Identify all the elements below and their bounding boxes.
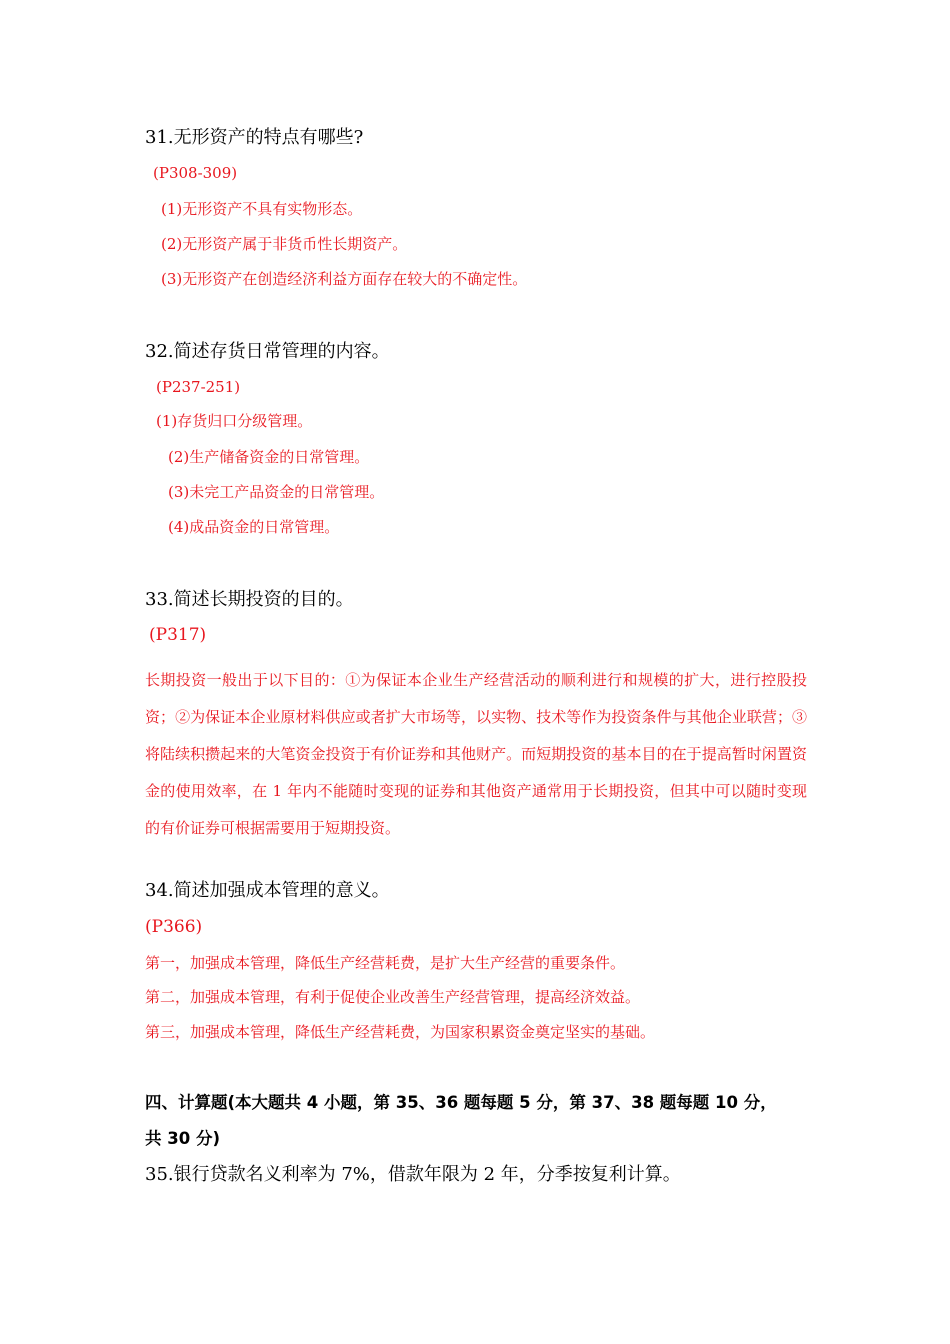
section-4-heading-line-1: 四、计算题(本大题共 4 小题，第 35、36 题每题 5 分，第 37、38 题每题 10 分， xyxy=(145,1093,777,1112)
question-31-title: 31.无形资产的特点有哪些? xyxy=(145,127,364,148)
question-34-page-ref: (P366) xyxy=(145,917,203,937)
question-32-answer-2: (2)生产储备资金的日常管理。 xyxy=(168,448,370,466)
question-32-title: 32.简述存货日常管理的内容。 xyxy=(145,341,390,362)
question-32-page-ref: (P237-251) xyxy=(156,378,241,396)
question-34-answer-3: 第三，加强成本管理，降低生产经营耗费，为国家积累资金奠定坚实的基础。 xyxy=(145,1023,656,1041)
question-35-title: 35.银行贷款名义利率为 7%，借款年限为 2 年，分季按复利计算。 xyxy=(145,1164,681,1185)
section-4-heading-line-2: 共 30 分) xyxy=(145,1129,220,1148)
question-32-answer-4: (4)成品资金的日常管理。 xyxy=(168,518,340,536)
question-31-page-ref: (P308-309) xyxy=(153,164,238,182)
question-31-answer-3: (3)无形资产在创造经济利益方面存在较大的不确定性。 xyxy=(161,270,528,288)
question-33-answer-paragraph: 长期投资一般出于以下目的：①为保证本企业生产经营活动的顺利进行和规模的扩大，进行控股投资；②为保证本企业原材料供应或者扩大市场等，以实物、技术等作为投资条件与其他企业联营；③将陆续积攒起来的大笔资金投资于有价证券和其他财产。而短期投资的基本目的在于提高暂时闲置资金的使用效率，在 1 年内不能随时变现的证券和其他资产通常用于长期投资，但其中可以随时变现的有价证券可根据需要用于短期投资。 xyxy=(145,671,807,837)
question-32-answer-1: (1)存货归口分级管理。 xyxy=(156,412,313,430)
question-33-page-ref: (P317) xyxy=(149,625,207,645)
question-34-title: 34.简述加强成本管理的意义。 xyxy=(145,880,390,901)
question-32-answer-3: (3)未完工产品资金的日常管理。 xyxy=(168,483,385,501)
question-34-answer-2: 第二，加强成本管理，有利于促使企业改善生产经营管理，提高经济效益。 xyxy=(145,988,641,1006)
question-33-title: 33.简述长期投资的目的。 xyxy=(145,589,354,610)
question-34-answer-1: 第一，加强成本管理，降低生产经营耗费，是扩大生产经营的重要条件。 xyxy=(145,954,626,972)
question-31-answer-1: (1)无形资产不具有实物形态。 xyxy=(161,200,363,218)
question-31-answer-2: (2)无形资产属于非货币性长期资产。 xyxy=(161,235,408,253)
